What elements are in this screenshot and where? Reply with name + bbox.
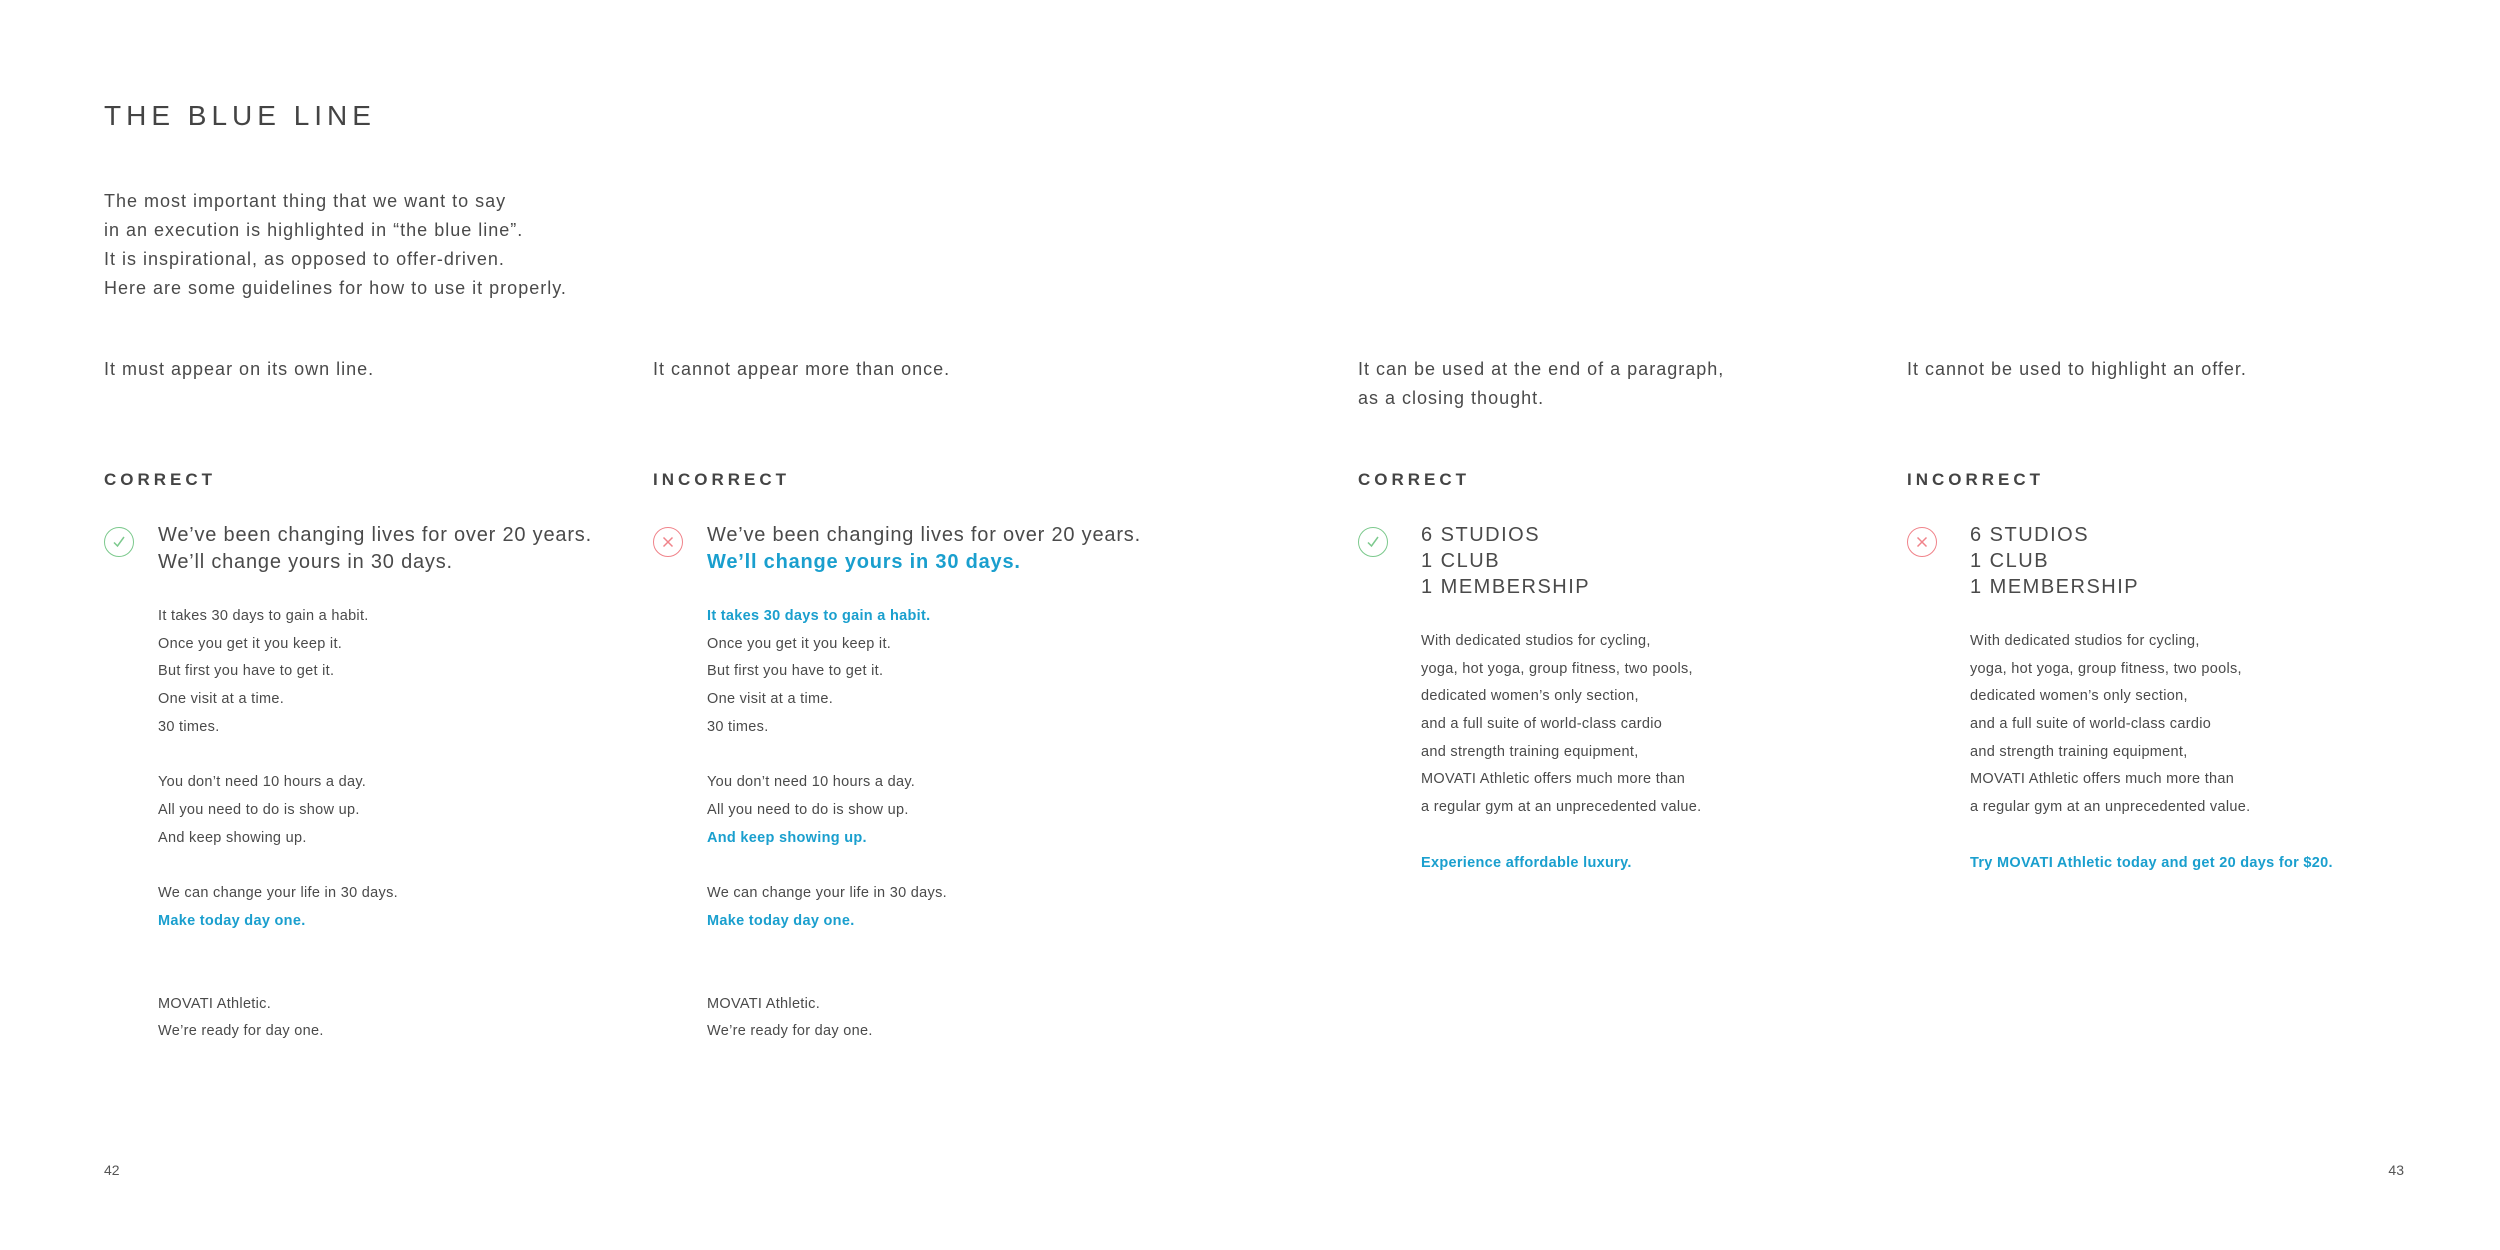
body-line: We can change your life in 30 days. <box>707 884 947 901</box>
guideline-2 <box>653 355 950 384</box>
headline-line: 1 CLUB <box>1421 550 1501 572</box>
check-circle-icon <box>1358 527 1388 557</box>
blue-line: Make today day one. <box>158 912 306 929</box>
headline-line: 1 MEMBERSHIP <box>1970 576 2140 598</box>
body-line: and strength training equipment, <box>1970 743 2188 760</box>
body-line: But first you have to get it. <box>158 663 335 680</box>
blue-line: It takes 30 days to gain a habit. <box>707 608 931 624</box>
example-headline <box>1421 522 1590 600</box>
intro-paragraph <box>104 187 567 303</box>
example-body <box>158 603 398 1046</box>
body-line: With dedicated studios for cycling, <box>1421 633 1651 649</box>
body-line: and a full suite of world-class cardio <box>1970 716 2212 733</box>
headline-line: We’ve been changing lives for over 20 years. <box>158 524 592 546</box>
guideline-3 <box>1358 355 1724 413</box>
body-line: 30 times. <box>158 718 220 735</box>
body-line: MOVATI Athletic. <box>707 995 821 1012</box>
body-line: Once you get it you keep it. <box>707 635 892 652</box>
intro-line: The most important thing that we want to say <box>104 191 507 211</box>
blue-line: And keep showing up. <box>707 829 867 846</box>
example-body <box>1421 628 1701 877</box>
headline-line: 6 STUDIOS <box>1970 524 2090 546</box>
intro-line: It is inspirational, as opposed to offer-driven. <box>104 249 505 269</box>
body-line: And keep showing up. <box>158 829 307 846</box>
body-line: You don’t need 10 hours a day. <box>707 774 916 791</box>
body-line: Once you get it you keep it. <box>158 635 343 652</box>
body-line: a regular gym at an unprecedented value. <box>1970 799 2251 816</box>
example-headline <box>158 522 592 576</box>
label-correct-1: CORRECT <box>104 470 217 489</box>
body-line: One visit at a time. <box>158 691 285 708</box>
guideline-1 <box>104 355 374 384</box>
guideline-text: It can be used at the end of a paragraph, <box>1358 359 1725 379</box>
body-line: It takes 30 days to gain a habit. <box>158 608 369 624</box>
example-body <box>1970 628 2333 877</box>
body-line: All you need to do is show up. <box>158 801 360 818</box>
page-title: THE BLUE LINE <box>104 100 376 131</box>
guideline-text: as a closing thought. <box>1358 388 1545 408</box>
check-circle-icon <box>104 527 134 557</box>
body-line: MOVATI Athletic. <box>158 995 272 1012</box>
body-line: All you need to do is show up. <box>707 801 909 818</box>
page-number-left: 42 <box>104 1162 120 1178</box>
body-line: One visit at a time. <box>707 691 834 708</box>
body-line: and strength training equipment, <box>1421 743 1639 760</box>
body-line: We’re ready for day one. <box>158 1023 324 1040</box>
label-incorrect-4: INCORRECT <box>1907 470 2045 489</box>
body-line: yoga, hot yoga, group fitness, two pools, <box>1421 660 1693 677</box>
label-correct-3: CORRECT <box>1358 470 1471 489</box>
headline-line: 1 MEMBERSHIP <box>1421 576 1591 598</box>
body-line: We’re ready for day one. <box>707 1023 873 1040</box>
intro-line: Here are some guidelines for how to use it properly. <box>104 278 567 298</box>
example-headline <box>707 522 1141 576</box>
body-line: yoga, hot yoga, group fitness, two pools, <box>1970 660 2242 677</box>
blue-line: Try MOVATI Athletic today and get 20 days for $20. <box>1970 854 2333 871</box>
blue-line: We’ll change yours in 30 days. <box>707 551 1021 573</box>
page-number-right: 43 <box>2388 1162 2404 1178</box>
guideline-text: It must appear on its own line. <box>104 359 375 379</box>
body-line: dedicated women’s only section, <box>1970 688 2188 705</box>
x-circle-icon <box>1907 527 1937 557</box>
blue-line: Experience affordable luxury. <box>1421 854 1632 871</box>
headline-line: 6 STUDIOS <box>1421 524 1541 546</box>
body-line: 30 times. <box>707 718 769 735</box>
body-line: MOVATI Athletic offers much more than <box>1970 771 2235 788</box>
body-line: We can change your life in 30 days. <box>158 884 398 901</box>
body-line: With dedicated studios for cycling, <box>1970 633 2200 649</box>
body-line: a regular gym at an unprecedented value. <box>1421 799 1702 816</box>
guideline-text: It cannot be used to highlight an offer. <box>1907 359 2247 379</box>
guideline-4 <box>1907 355 2247 384</box>
label-incorrect-2: INCORRECT <box>653 470 791 489</box>
example-body <box>707 603 947 1046</box>
body-line: dedicated women’s only section, <box>1421 688 1639 705</box>
body-line: But first you have to get it. <box>707 663 884 680</box>
body-line: MOVATI Athletic offers much more than <box>1421 771 1686 788</box>
body-line: You don’t need 10 hours a day. <box>158 774 367 791</box>
headline-line: We’ve been changing lives for over 20 years. <box>707 524 1141 546</box>
headline-line: 1 CLUB <box>1970 550 2050 572</box>
x-circle-icon <box>653 527 683 557</box>
headline-line: We’ll change yours in 30 days. <box>158 551 453 573</box>
intro-line: in an execution is highlighted in “the blue line”. <box>104 220 524 240</box>
example-headline <box>1970 522 2139 600</box>
body-line: and a full suite of world-class cardio <box>1421 716 1663 733</box>
blue-line: Make today day one. <box>707 912 855 929</box>
guideline-text: It cannot appear more than once. <box>653 359 951 379</box>
